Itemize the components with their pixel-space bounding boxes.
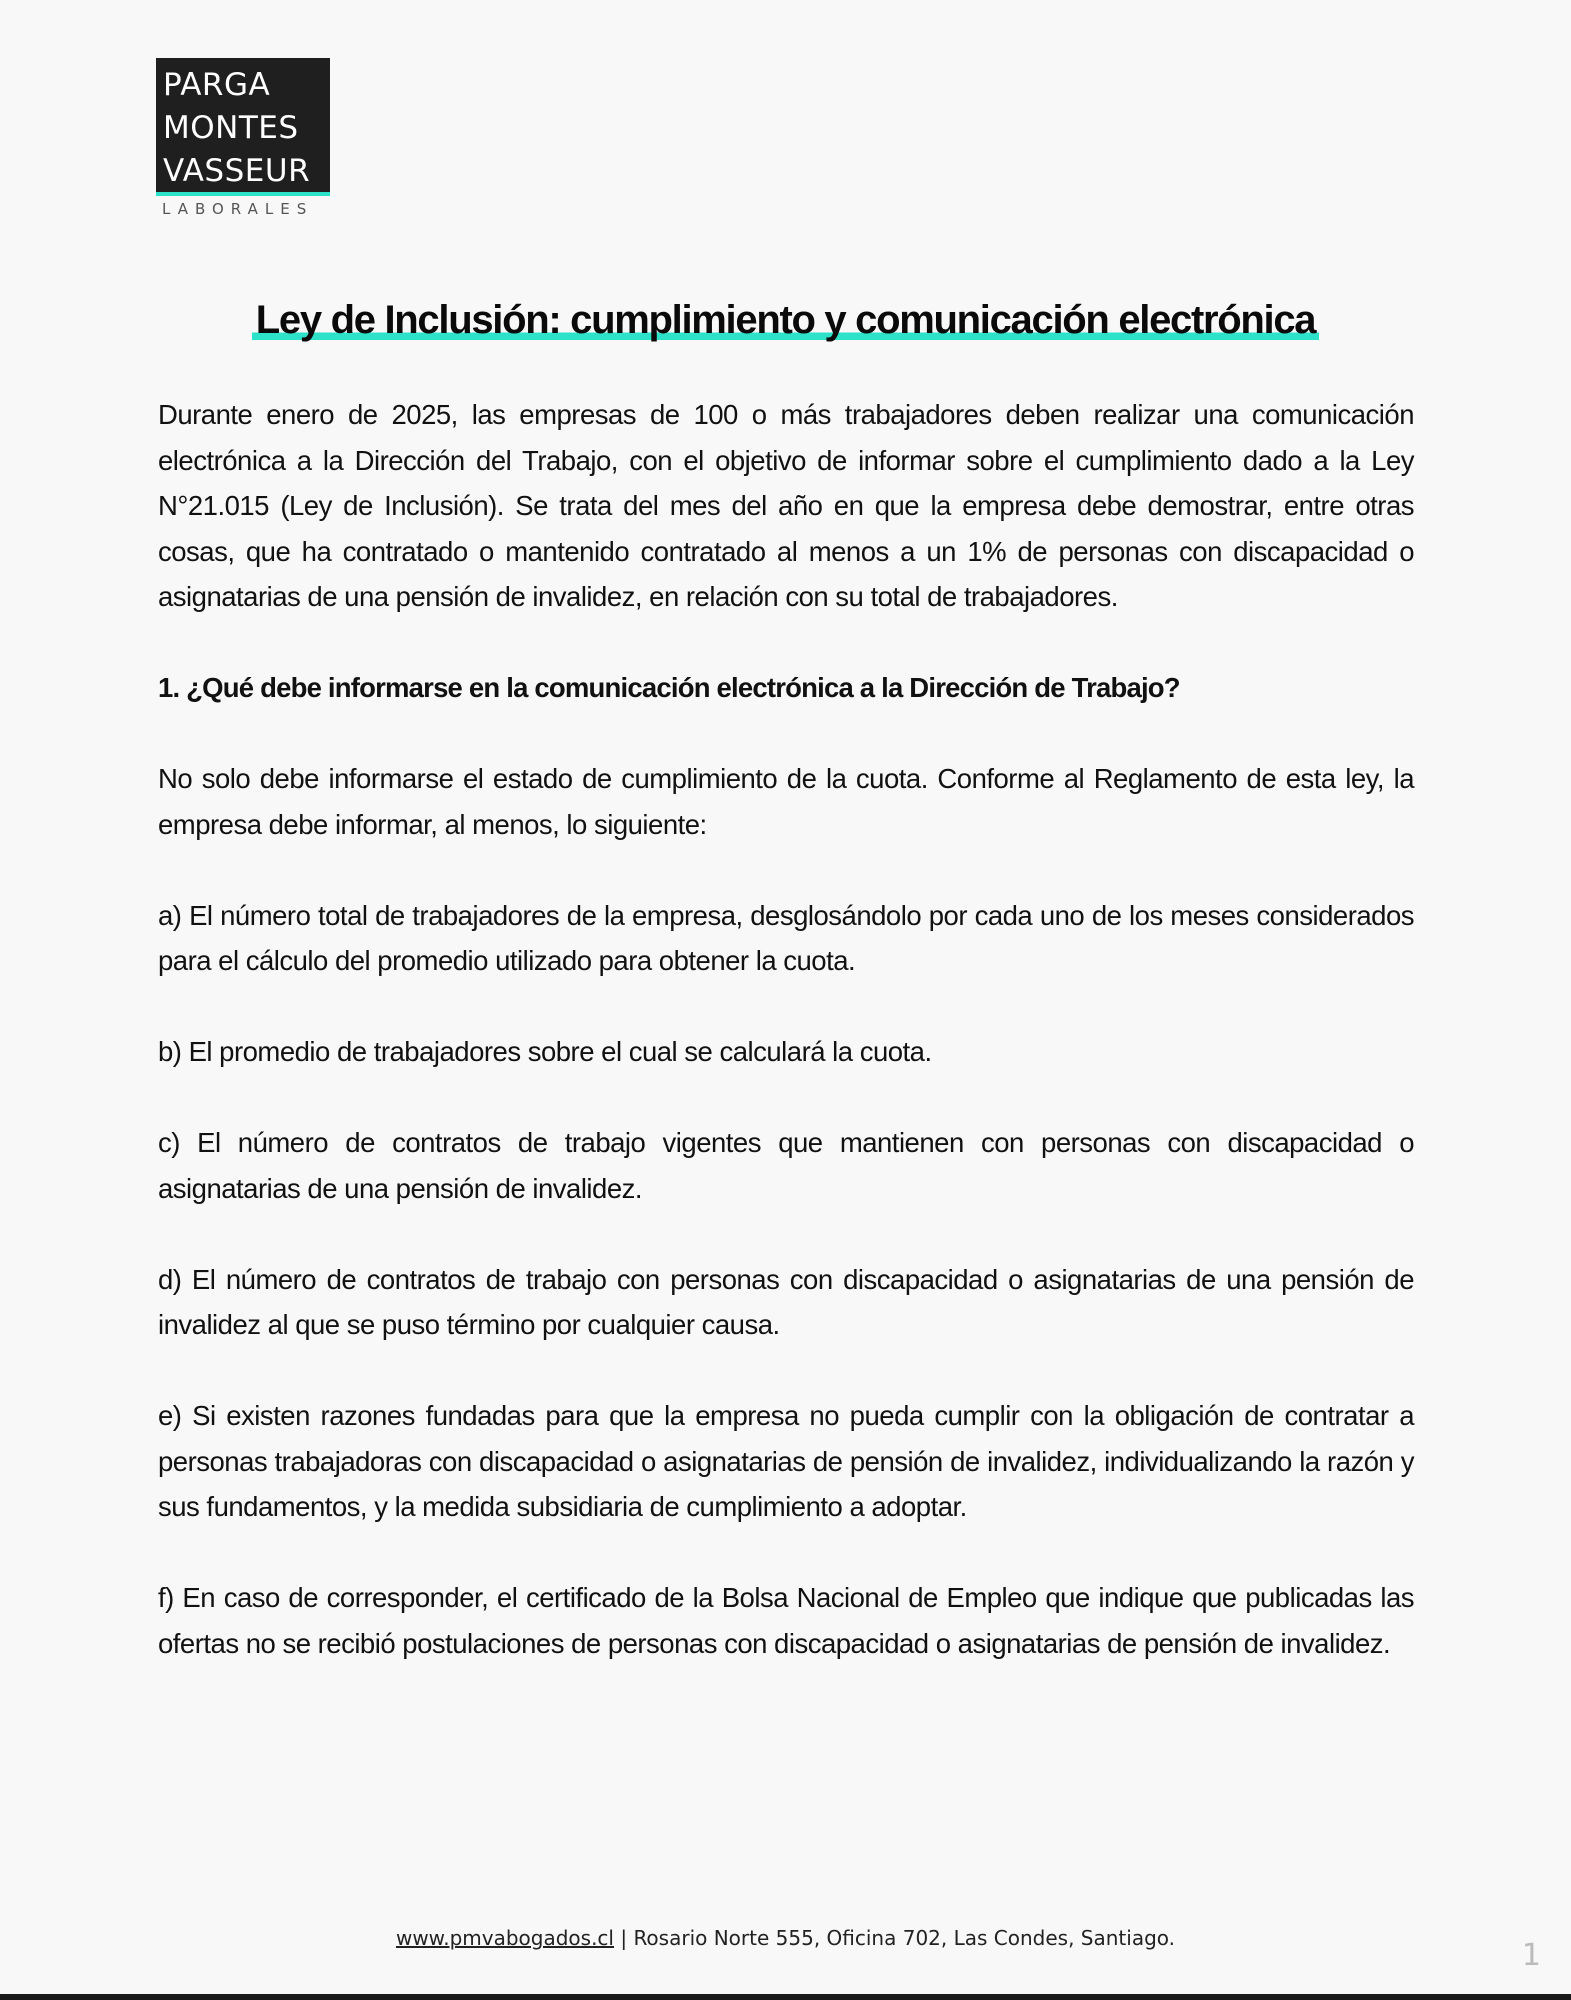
company-logo: [156, 58, 330, 218]
footer-separator: |: [613, 1926, 634, 1950]
website-link[interactable]: www.pmvabogados.cl: [395, 1926, 614, 1950]
page-footer: [0, 1926, 1571, 1950]
logo-line-3: VASSEUR: [163, 153, 311, 189]
title-container: [0, 292, 1571, 348]
list-item-d: d) El número de contratos de trabajo con personas con discapacidad o asignatarias de una pensión de invalidez al que se puso término por cualquier causa.: [158, 1263, 1414, 1340]
bottom-border: [0, 1994, 1571, 2000]
section-heading: 1. ¿Qué debe informarse en la comunicación electrónica a la Dirección de Trabajo?: [158, 672, 1180, 703]
footer-address: Rosario Norte 555, Oficina 702, Las Condes, Santiago.: [633, 1926, 1176, 1950]
logo-box: [156, 58, 330, 196]
intro-paragraph: Durante enero de 2025, las empresas de 100 o más trabajadores deben realizar una comunicación electrónica a la Dirección del Trabajo, con el objetivo de informar sobre el cumplimiento dado a la Ley N°21.015 (Ley de Inclusión). Se trata del mes del año en que la empresa debe demostrar, entre otras cosas, que ha contratado o mantenido contratado al menos a un 1% de personas con discapacidad o asignatarias de una pensión de invalidez, en relación con su total de trabajadores.: [158, 399, 1414, 612]
list-item-b: b) El promedio de trabajadores sobre el cual se calculará la cuota.: [158, 1036, 932, 1067]
document-body: [158, 392, 1414, 1712]
logo-line-2: MONTES: [163, 110, 299, 146]
list-item-f: f) En caso de corresponder, el certificado de la Bolsa Nacional de Empleo que indique que publicadas las ofertas no se recibió postulaciones de personas con discapacidad o asignatarias de pensión de invalidez.: [158, 1582, 1414, 1659]
logo-subtitle: LABORALES: [162, 200, 314, 218]
logo-line-1: PARGA: [163, 67, 271, 103]
page-number: 1: [1521, 1938, 1541, 1973]
section-lead-paragraph: No solo debe informarse el estado de cumplimiento de la cuota. Conforme al Reglamento de esta ley, la empresa debe informar, al menos, lo siguiente:: [158, 763, 1414, 840]
list-item-e: e) Si existen razones fundadas para que la empresa no pueda cumplir con la obligación de contratar a personas trabajadoras con discapacidad o asignatarias de pensión de invalidez, individualizando la razón y sus fundamentos, y la medida subsidiaria de cumplimiento a adoptar.: [158, 1400, 1414, 1522]
list-item-a: a) El número total de trabajadores de la empresa, desglosándolo por cada uno de los meses considerados para el cálculo del promedio utilizado para obtener la cuota.: [158, 899, 1414, 976]
document-title: Ley de Inclusión: cumplimiento y comunicación electrónica: [252, 292, 1320, 348]
list-item-c: c) El número de contratos de trabajo vigentes que mantienen con personas con discapacidad o asignatarias de una pensión de invalidez.: [158, 1127, 1414, 1204]
